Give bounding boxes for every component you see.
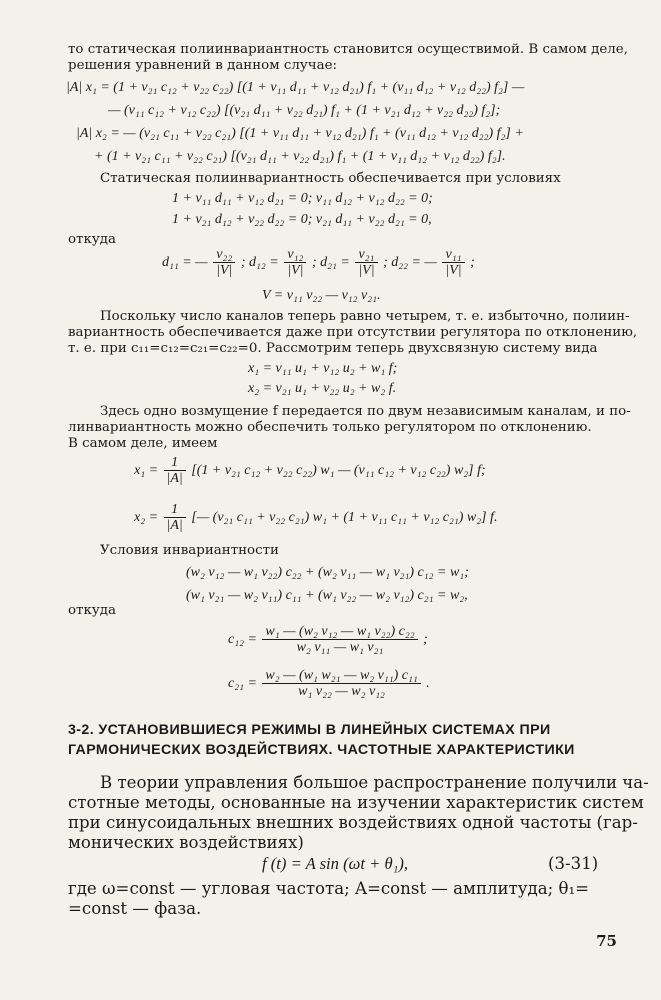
para-intro-line-1: то статическая полиинвариантность становится осуществимой. В самом деле, bbox=[68, 42, 628, 57]
fraction-d11: $\frac{\text{v₂₂}}{|V|}$ bbox=[213, 247, 235, 278]
eq-3-31-number: (3-31) bbox=[548, 854, 599, 873]
para-intro-line-2: решения уравнений в данном случае: bbox=[68, 58, 338, 73]
eq-invariance-1: (w₂ v₁₂ — w₁ v₂₂) c₂₂ + (w₂ v₁₁ — w₁ v₂₁) c₁₂ = w₁; bbox=[186, 565, 469, 580]
para-definitions-line-1: где ω=const — угловая частота; A=const — амплитуда; θ₁= bbox=[68, 879, 590, 898]
page-number: 75 bbox=[596, 932, 617, 950]
eq-det-V: V = v₁₁ v₂₂ — v₁₂ v₂₁. bbox=[262, 288, 381, 303]
eq-condition-1: 1 + v₁₁ d₁₁ + v₁₂ d₂₁ = 0; v₁₁ d₁₂ + v₁₂ d₂₂ = 0; bbox=[172, 191, 433, 206]
para-invariance-conditions: Условия инвариантности bbox=[100, 543, 279, 558]
eq-x1-line-2: — (v₁₁ c₁₂ + v₁₂ c₂₂) [(v₂₁ d₁₁ + v₂₂ d₂₁) f₁ + (1 + v₂₁ d₁₂ + v₂₂ d₂₂) f₂]; bbox=[108, 103, 501, 118]
para-frequency-line-1: В теории управления большое распространение получили ча- bbox=[100, 773, 649, 792]
para-static-conditions: Статическая полиинвариантность обеспечивается при условиях bbox=[100, 171, 561, 186]
d11-label: d₁₁ = — bbox=[162, 254, 208, 270]
eq-x1-line-1: |A| x₁ = (1 + v₂₁ c₁₂ + v₂₂ c₂₂) [(1 + v₁₁ d₁₁ + v₁₂ d₂₁) f₁ + (v₁₁ d₁₂ + v₁₂ d₂₂) f₂] — bbox=[66, 80, 525, 95]
eq-c12-solution: c₁₂ = $\frac{\text{w₁ — (w₂ v₁₂ — w₁ v₂₂) c₂₂}}{\text{w₂ v₁₁ — w₁ v₂₁}}$ ; bbox=[228, 624, 428, 655]
fraction-1-over-A-x1: $\frac{1}{|A|}$ bbox=[164, 455, 186, 486]
word-otkuda-1: откуда bbox=[68, 232, 116, 247]
section-heading-line-2: ГАРМОНИЧЕСКИХ ВОЗДЕЙСТВИЯХ. ЧАСТОТНЫЕ ХАРАКТЕРИСТИКИ bbox=[68, 742, 575, 758]
eq-system-x1: x₁ = v₁₁ u₁ + v₁₂ u₂ + w₁ f; bbox=[248, 361, 398, 376]
fraction-c12: $\frac{\text{w₁ — (w₂ v₁₂ — w₁ v₂₂) c₂₂}}{\text{w₂ v₁₁ — w₁ v₂₁}}$ bbox=[262, 624, 417, 655]
para-disturbance-line-2: линвариантность можно обеспечить только регулятором по отклонению. bbox=[68, 420, 592, 435]
para-disturbance-line-3: В самом деле, имеем bbox=[68, 436, 218, 451]
fraction-c21: $\frac{\text{w₂ — (w₁ w₂₁ — w₂ v₁₁) c₁₁}}{\text{w₁ v₂₂ — w₂ v₁₂}}$ bbox=[262, 668, 420, 699]
fraction-d21: $\frac{\text{v₂₁}}{|V|}$ bbox=[355, 247, 377, 278]
eq-c21-solution: c₂₁ = $\frac{\text{w₂ — (w₁ w₂₁ — w₂ v₁₁) c₁₁}}{\text{w₁ v₂₂ — w₂ v₁₂}}$ . bbox=[228, 668, 430, 699]
eq-x1-solution: x₁ = $\frac{1}{|A|}$ [(1 + v₂₁ c₁₂ + v₂₂ c₂₂) w₁ — (v₁₁ c₁₂ + v₁₂ c₂₂) w₂] f; bbox=[134, 455, 486, 486]
eq-3-31: f (t) = A sin (ωt + θ₁), bbox=[262, 854, 409, 873]
eq-x2-line-1: |A| x₂ = — (v₂₁ c₁₁ + v₂₂ c₂₁) [(1 + v₁₁ d₁₁ + v₁₂ d₂₁) f₁ + (v₁₁ d₁₂ + v₁₂ d₂₂) f₂] + bbox=[76, 126, 524, 141]
para-definitions-line-2: =const — фаза. bbox=[68, 899, 202, 918]
fraction-d22: $\frac{\text{v₁₁}}{|V|}$ bbox=[442, 247, 464, 278]
eq-x2-solution: x₂ = $\frac{1}{|A|}$ [— (v₂₁ c₁₁ + v₂₂ c₂₁) w₁ + (1 + v₁₁ c₁₁ + v₁₂ c₂₁) w₂] f. bbox=[134, 502, 498, 533]
section-heading-line-1: 3-2. УСТАНОВИВШИЕСЯ РЕЖИМЫ В ЛИНЕЙНЫХ СИСТЕМАХ ПРИ bbox=[68, 722, 551, 738]
fraction-1-over-A-x2: $\frac{1}{|A|}$ bbox=[164, 502, 186, 533]
eq-invariance-2: (w₁ v₂₁ — w₂ v₁₁) c₁₁ + (w₁ v₂₂ — w₂ v₁₂) c₂₁ = w₂, bbox=[186, 588, 468, 603]
para-frequency-line-2: стотные методы, основанные на изучении характеристик систем bbox=[68, 793, 644, 812]
fraction-d12: $\frac{\text{v₁₂}}{|V|}$ bbox=[284, 247, 306, 278]
eq-x2-line-2: + (1 + v₂₁ c₁₁ + v₂₂ c₂₁) [(v₂₁ d₁₁ + v₂₂ d₂₁) f₁ + (1 + v₁₁ d₁₂ + v₁₂ d₂₂) f₂]. bbox=[94, 149, 506, 164]
para-frequency-line-4: монических воздействиях) bbox=[68, 833, 304, 852]
para-disturbance-line-1: Здесь одно возмущение f передается по двум независимым каналам, и по- bbox=[100, 404, 631, 419]
para-channels-line-2: вариантность обеспечивается даже при отсутствии регулятора по отклонению, bbox=[68, 325, 638, 340]
para-channels-line-1: Поскольку число каналов теперь равно четырем, т. е. избыточно, полиин- bbox=[100, 309, 630, 324]
eq-system-x2: x₂ = v₂₁ u₁ + v₂₂ u₂ + w₂ f. bbox=[248, 381, 397, 396]
eq-d-solutions: d₁₁ = — $\frac{\text{v₂₂}}{|V|}$ ; d₁₂ = $\frac{\text{v₁₂}}{|V|}$ ; d₂₁ = $\frac{\text{v₂₁}}{|V|}$ ; d₂₂ = — $\frac{\text{v₁₁}}{|V|}$ ; bbox=[162, 247, 475, 278]
word-otkuda-2: откуда bbox=[68, 603, 116, 618]
eq-condition-2: 1 + v₂₁ d₁₂ + v₂₂ d₂₂ = 0; v₂₁ d₁₁ + v₂₂ d₂₁ = 0, bbox=[172, 212, 432, 227]
para-channels-line-3: т. е. при c₁₁=c₁₂=c₂₁=c₂₂=0. Рассмотрим теперь двухсвязную систему вида bbox=[68, 341, 598, 356]
para-frequency-line-3: при синусоидальных внешних воздействиях одной частоты (гар- bbox=[68, 813, 638, 832]
